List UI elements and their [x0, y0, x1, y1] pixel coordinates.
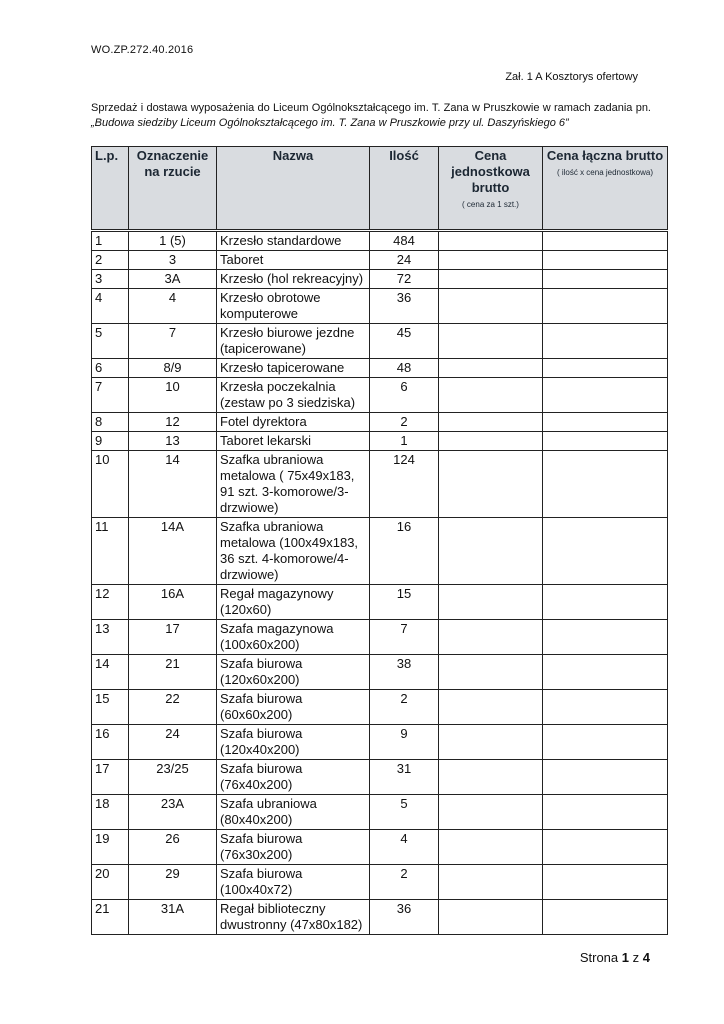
- page-current: 1: [621, 950, 630, 965]
- cost-estimate-table: [91, 146, 668, 935]
- header-lp: L.p.: [92, 147, 129, 230]
- table-row: [92, 518, 668, 585]
- cell-lp: 1: [92, 232, 129, 251]
- cell-unit-price: [439, 585, 543, 620]
- header-quantity: Ilość: [370, 147, 439, 230]
- cell-designation: 23A: [129, 795, 217, 830]
- cell-unit-price: [439, 451, 543, 518]
- cell-lp: 13: [92, 620, 129, 655]
- cell-unit-price: [439, 359, 543, 378]
- cell-total-price: [543, 518, 668, 585]
- page-word: Strona: [579, 950, 619, 965]
- cell-name: Taboret: [217, 251, 370, 270]
- cell-lp: 12: [92, 585, 129, 620]
- cell-quantity: 124: [370, 451, 439, 518]
- cell-name: Taboret lekarski: [217, 432, 370, 451]
- header-total-price: [543, 147, 668, 230]
- header-unit-price-note: ( cena za 1 szt.): [462, 200, 519, 209]
- table-row: [92, 760, 668, 795]
- table-row: [92, 620, 668, 655]
- cell-designation: 4: [129, 289, 217, 324]
- cell-lp: 2: [92, 251, 129, 270]
- cell-name: Szafa biurowa (120x40x200): [217, 725, 370, 760]
- cell-designation: 14A: [129, 518, 217, 585]
- cell-unit-price: [439, 620, 543, 655]
- cell-total-price: [543, 289, 668, 324]
- cell-total-price: [543, 432, 668, 451]
- cell-unit-price: [439, 232, 543, 251]
- cell-total-price: [543, 620, 668, 655]
- cell-quantity: 16: [370, 518, 439, 585]
- attachment-title: Zał. 1 A Kosztorys ofertowy: [505, 71, 638, 83]
- cell-unit-price: [439, 518, 543, 585]
- cell-quantity: 2: [370, 690, 439, 725]
- cell-designation: 1 (5): [129, 232, 217, 251]
- cell-name: Szafa magazynowa (100x60x200): [217, 620, 370, 655]
- cell-unit-price: [439, 830, 543, 865]
- table-row: [92, 725, 668, 760]
- cell-lp: 19: [92, 830, 129, 865]
- cell-designation: 12: [129, 413, 217, 432]
- cell-name: Regał magazynowy (120x60): [217, 585, 370, 620]
- cell-lp: 10: [92, 451, 129, 518]
- cell-quantity: 4: [370, 830, 439, 865]
- cell-lp: 18: [92, 795, 129, 830]
- cell-name: Szafa biurowa (76x40x200): [217, 760, 370, 795]
- cell-lp: 7: [92, 378, 129, 413]
- cell-quantity: 9: [370, 725, 439, 760]
- cell-unit-price: [439, 251, 543, 270]
- cell-name: Regał biblioteczny dwustronny (47x80x182): [217, 900, 370, 935]
- page-of: z: [632, 950, 640, 965]
- table-header-row: [92, 147, 668, 230]
- table-row: [92, 413, 668, 432]
- cell-unit-price: [439, 795, 543, 830]
- cell-lp: 11: [92, 518, 129, 585]
- cell-unit-price: [439, 725, 543, 760]
- cell-unit-price: [439, 289, 543, 324]
- cell-quantity: 6: [370, 378, 439, 413]
- cell-total-price: [543, 795, 668, 830]
- cell-name: Krzesło standardowe: [217, 232, 370, 251]
- cell-designation: 13: [129, 432, 217, 451]
- project-name: „Budowa siedziby Liceum Ogólnokształcącego im. T. Zana w Pruszkowie przy ul. Daszyńskiego 6”: [91, 117, 569, 129]
- table-row: [92, 655, 668, 690]
- page-footer: [580, 950, 650, 965]
- cell-designation: 21: [129, 655, 217, 690]
- cell-lp: 8: [92, 413, 129, 432]
- cell-designation: 23/25: [129, 760, 217, 795]
- cell-total-price: [543, 270, 668, 289]
- cell-lp: 6: [92, 359, 129, 378]
- cell-total-price: [543, 690, 668, 725]
- cell-total-price: [543, 585, 668, 620]
- table-row: [92, 232, 668, 251]
- table-row: [92, 585, 668, 620]
- cell-designation: 26: [129, 830, 217, 865]
- cell-name: Fotel dyrektora: [217, 413, 370, 432]
- cell-lp: 17: [92, 760, 129, 795]
- cell-name: Szafa biurowa (100x40x72): [217, 865, 370, 900]
- cell-designation: 10: [129, 378, 217, 413]
- header-name: Nazwa: [217, 147, 370, 230]
- cell-name: Szafa biurowa (120x60x200): [217, 655, 370, 690]
- header-total-price-note: ( ilość x cena jednostkowa): [556, 168, 654, 177]
- cell-name: Krzesło tapicerowane: [217, 359, 370, 378]
- cell-quantity: 15: [370, 585, 439, 620]
- cell-name: Szafa biurowa (60x60x200): [217, 690, 370, 725]
- cell-lp: 15: [92, 690, 129, 725]
- cell-lp: 14: [92, 655, 129, 690]
- cell-quantity: 1: [370, 432, 439, 451]
- header-designation: Oznaczenie na rzucie: [129, 147, 217, 230]
- intro-text: Sprzedaż i dostawa wyposażenia do Liceum Ogólnokształcącego im. T. Zana w Pruszkowie w ramach zadania pn.: [91, 102, 651, 114]
- header-total-price-label: Cena łączna brutto: [546, 148, 664, 163]
- cell-designation: 7: [129, 324, 217, 359]
- cell-total-price: [543, 655, 668, 690]
- cell-quantity: 5: [370, 795, 439, 830]
- cell-designation: 31A: [129, 900, 217, 935]
- table-row: [92, 451, 668, 518]
- cell-unit-price: [439, 900, 543, 935]
- cell-name: Szafka ubraniowa metalowa ( 75x49x183, 91 szt. 3-komorowe/3-drzwiowe): [217, 451, 370, 518]
- cell-lp: 3: [92, 270, 129, 289]
- cell-name: Szafa ubraniowa (80x40x200): [217, 795, 370, 830]
- cell-name: Krzesła poczekalnia (zestaw po 3 siedziska): [217, 378, 370, 413]
- table-row: [92, 432, 668, 451]
- cell-designation: 16A: [129, 585, 217, 620]
- cell-total-price: [543, 413, 668, 432]
- table-row: [92, 324, 668, 359]
- intro-paragraph: [91, 101, 651, 131]
- header-unit-price-label: Cena jednostkowa brutto: [451, 148, 530, 195]
- cell-designation: 22: [129, 690, 217, 725]
- cell-name: Krzesło obrotowe komputerowe: [217, 289, 370, 324]
- cell-designation: 3: [129, 251, 217, 270]
- cell-name: Szafka ubraniowa metalowa (100x49x183, 36 szt. 4-komorowe/4-drzwiowe): [217, 518, 370, 585]
- cell-total-price: [543, 232, 668, 251]
- page-total: 4: [642, 950, 650, 965]
- cell-total-price: [543, 251, 668, 270]
- cell-total-price: [543, 451, 668, 518]
- cell-unit-price: [439, 865, 543, 900]
- cell-quantity: 24: [370, 251, 439, 270]
- cell-designation: 24: [129, 725, 217, 760]
- cell-quantity: 2: [370, 865, 439, 900]
- table-row: [92, 865, 668, 900]
- cell-quantity: 484: [370, 232, 439, 251]
- cell-total-price: [543, 830, 668, 865]
- cell-unit-price: [439, 432, 543, 451]
- cell-quantity: 38: [370, 655, 439, 690]
- cell-quantity: 36: [370, 289, 439, 324]
- cell-unit-price: [439, 655, 543, 690]
- cell-unit-price: [439, 690, 543, 725]
- table-row: [92, 289, 668, 324]
- table-body: [92, 230, 668, 935]
- cell-quantity: 2: [370, 413, 439, 432]
- cell-total-price: [543, 378, 668, 413]
- cell-name: Krzesło biurowe jezdne (tapicerowane): [217, 324, 370, 359]
- document-reference: WO.ZP.272.40.2016: [91, 44, 194, 56]
- table-row: [92, 900, 668, 935]
- table-row: [92, 690, 668, 725]
- table-row: [92, 795, 668, 830]
- cell-unit-price: [439, 324, 543, 359]
- header-unit-price: [439, 147, 543, 230]
- cell-lp: 4: [92, 289, 129, 324]
- cell-designation: 3A: [129, 270, 217, 289]
- cell-unit-price: [439, 378, 543, 413]
- cell-quantity: 72: [370, 270, 439, 289]
- cell-total-price: [543, 900, 668, 935]
- cell-quantity: 7: [370, 620, 439, 655]
- cell-unit-price: [439, 413, 543, 432]
- table-row: [92, 378, 668, 413]
- cell-total-price: [543, 725, 668, 760]
- cell-lp: 20: [92, 865, 129, 900]
- cell-designation: 14: [129, 451, 217, 518]
- cell-total-price: [543, 760, 668, 795]
- cell-designation: 29: [129, 865, 217, 900]
- cell-designation: 17: [129, 620, 217, 655]
- table-row: [92, 270, 668, 289]
- cell-unit-price: [439, 760, 543, 795]
- cell-designation: 8/9: [129, 359, 217, 378]
- cell-quantity: 45: [370, 324, 439, 359]
- cell-total-price: [543, 865, 668, 900]
- cell-total-price: [543, 359, 668, 378]
- cell-quantity: 48: [370, 359, 439, 378]
- cell-lp: 21: [92, 900, 129, 935]
- cell-lp: 5: [92, 324, 129, 359]
- cell-lp: 9: [92, 432, 129, 451]
- table-row: [92, 251, 668, 270]
- cell-name: Krzesło (hol rekreacyjny): [217, 270, 370, 289]
- cell-unit-price: [439, 270, 543, 289]
- cell-name: Szafa biurowa (76x30x200): [217, 830, 370, 865]
- table-row: [92, 830, 668, 865]
- cell-total-price: [543, 324, 668, 359]
- cell-quantity: 31: [370, 760, 439, 795]
- cell-lp: 16: [92, 725, 129, 760]
- table-row: [92, 359, 668, 378]
- cell-quantity: 36: [370, 900, 439, 935]
